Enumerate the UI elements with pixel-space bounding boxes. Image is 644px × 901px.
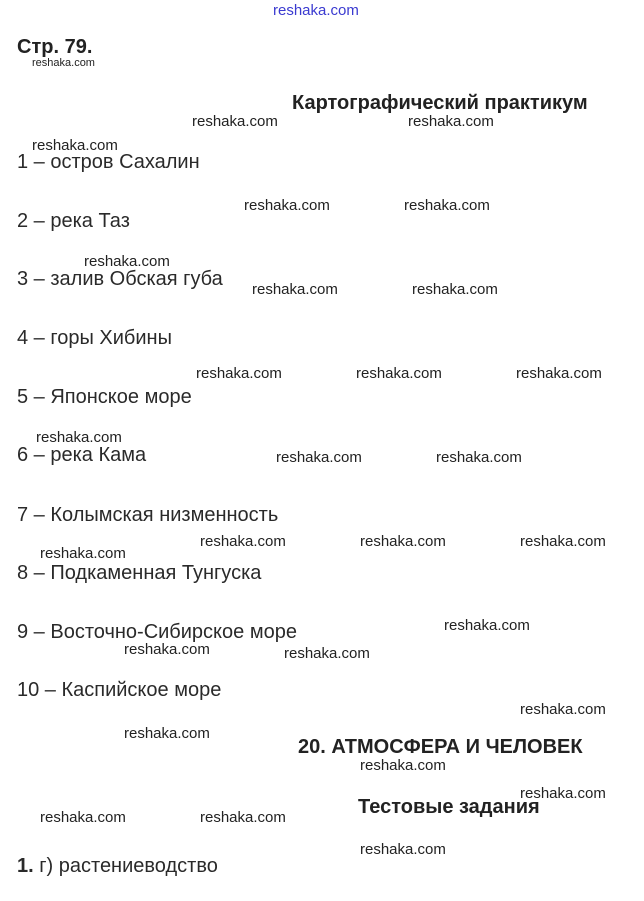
list-item: 10 – Каспийское море [17,679,222,701]
list-item: 5 – Японское море [17,386,192,408]
page-reference: Стр. 79. [17,36,93,58]
section-title-atmosphere: 20. АТМОСФЕРА И ЧЕЛОВЕК [298,736,583,758]
watermark: reshaka.com [196,365,282,382]
watermark: reshaka.com [200,809,286,826]
watermark: reshaka.com [40,545,126,562]
watermark: reshaka.com [356,365,442,382]
list-item: 7 – Колымская низменность [17,504,279,526]
watermark: reshaka.com [32,57,95,69]
watermark: reshaka.com [360,841,446,858]
watermark: reshaka.com [252,281,338,298]
watermark: reshaka.com [516,365,602,382]
watermark: reshaka.com [200,533,286,550]
watermark: reshaka.com [360,533,446,550]
watermark: reshaka.com [444,617,530,634]
list-item: 9 – Восточно-Сибирское море [17,621,297,643]
watermark: reshaka.com [520,785,606,802]
watermark: reshaka.com [520,533,606,550]
list-item: 1 – остров Сахалин [17,151,200,173]
watermark: reshaka.com [244,197,330,214]
list-item: 8 – Подкаменная Тунгуска [17,562,262,584]
watermark: reshaka.com [520,701,606,718]
watermark: reshaka.com [192,113,278,130]
watermark: reshaka.com [124,725,210,742]
list-item: 4 – горы Хибины [17,327,172,349]
watermark: reshaka.com [408,113,494,130]
watermark: reshaka.com [84,253,170,270]
watermark: reshaka.com [404,197,490,214]
watermark: reshaka.com [36,429,122,446]
watermark: reshaka.com [360,757,446,774]
watermark: reshaka.com [32,137,118,154]
site-link[interactable]: reshaka.com [273,2,359,19]
watermark: reshaka.com [124,641,210,658]
watermark: reshaka.com [276,449,362,466]
list-item: 3 – залив Обская губа [17,268,223,290]
answer-number: 1. [17,855,34,877]
answer-text: г) растениеводство [33,855,218,877]
watermark: reshaka.com [412,281,498,298]
list-item: 6 – река Кама [17,444,147,466]
watermark: reshaka.com [284,645,370,662]
subsection-title-tests: Тестовые задания [358,796,540,818]
answer-item [17,855,218,878]
list-item: 2 – река Таз [17,210,130,232]
watermark: reshaka.com [436,449,522,466]
section-title-kart: Картографический практикум [292,92,588,114]
watermark: reshaka.com [40,809,126,826]
